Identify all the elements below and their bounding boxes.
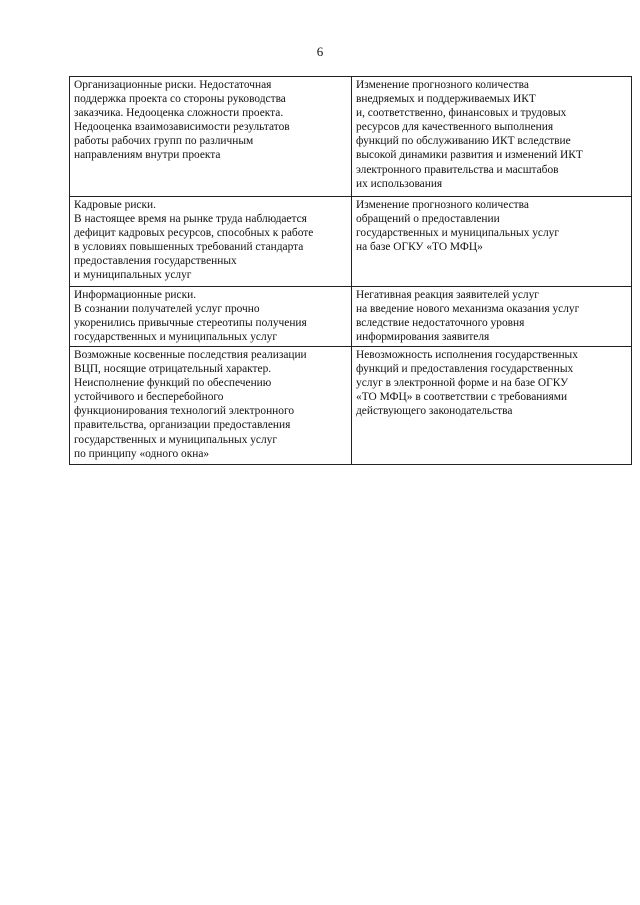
risk-text-line: направлениям внутри проекта xyxy=(74,149,221,162)
consequence-text-line: электронного правительства и масштабов xyxy=(356,163,559,176)
table-row xyxy=(70,347,632,465)
risk-text-line: Кадровые риски. xyxy=(74,199,156,211)
consequence-cell xyxy=(352,347,632,465)
consequence-text-line: Изменение прогнозного количества xyxy=(356,79,529,91)
consequence-text-line: на введение нового механизма оказания услуг xyxy=(356,303,580,316)
risk-text-line: дефицит кадровых ресурсов, способных к работе xyxy=(74,227,314,240)
risk-text-line: Организационные риски. Недостаточная xyxy=(74,79,272,91)
page-number: 6 xyxy=(316,44,324,59)
risk-cell xyxy=(70,197,352,287)
consequence-text-line: их использования xyxy=(356,177,443,190)
risk-cell xyxy=(70,347,352,465)
consequence-text-line: информирования заявителя xyxy=(356,331,490,344)
risk-text-line: в условиях повышенных требований стандарта xyxy=(74,241,304,254)
consequence-text-line: ресурсов для качественного выполнения xyxy=(356,121,554,134)
consequence-text-line: и, соответственно, финансовых и трудовых xyxy=(356,107,567,120)
risk-text-line: Недооценка взаимозависимости результатов xyxy=(74,121,290,134)
consequence-text-line: высокой динамики развития и изменений ИКТ xyxy=(356,149,583,162)
risk-text-line: поддержка проекта со стороны руководства xyxy=(74,93,286,106)
consequence-text-line: функций и предоставления государственных xyxy=(356,363,574,376)
table-row xyxy=(70,287,632,347)
risk-text-line: устойчивого и бесперебойного xyxy=(74,391,224,404)
risk-text-line: государственных и муниципальных услуг xyxy=(74,331,278,344)
consequence-text-line: услуг в электронной форме и на базе ОГКУ xyxy=(356,377,569,390)
table-row xyxy=(70,197,632,287)
risk-text-line: заказчика. Недооценка сложности проекта. xyxy=(74,107,284,120)
consequence-cell xyxy=(352,287,632,347)
consequence-text-line: внедряемых и поддерживаемых ИКТ xyxy=(356,93,536,106)
risk-text-line: ВЦП, носящие отрицательный характер. xyxy=(74,363,272,376)
risk-text-line: В сознании получателей услуг прочно xyxy=(74,303,260,316)
risk-cell xyxy=(70,287,352,347)
consequence-text-line: вследствие недостаточного уровня xyxy=(356,317,525,330)
consequence-text-line: государственных и муниципальных услуг xyxy=(356,227,560,240)
consequence-cell xyxy=(352,197,632,287)
risk-text-line: укоренились привычные стереотипы получения xyxy=(74,317,307,330)
consequence-text-line: действующего законодательства xyxy=(356,405,513,418)
risk-text-line: работы рабочих групп по различным xyxy=(74,135,254,148)
consequence-text-line: функций по обслуживанию ИКТ вследствие xyxy=(356,135,571,148)
consequence-text-line: Негативная реакция заявителей услуг xyxy=(356,289,539,301)
table-row xyxy=(70,77,632,197)
consequence-text-line: «ТО МФЦ» в соответствии с требованиями xyxy=(356,391,568,404)
consequence-text-line: на базе ОГКУ «ТО МФЦ» xyxy=(356,241,483,254)
risk-text-line: Информационные риски. xyxy=(74,289,197,301)
risk-text-line: функционирования технологий электронного xyxy=(74,405,295,418)
risk-table xyxy=(69,76,632,465)
risk-text-line: и муниципальных услуг xyxy=(74,269,192,282)
risk-text-line: Неисполнение функций по обеспечению xyxy=(74,377,272,390)
risk-text-line: по принципу «одного окна» xyxy=(74,447,210,460)
risk-text-line: правительства, организации предоставления xyxy=(74,419,291,432)
consequence-cell xyxy=(352,77,632,197)
consequence-text-line: обращений о предоставлении xyxy=(356,213,500,226)
risk-text-line: В настоящее время на рынке труда наблюдается xyxy=(74,213,307,226)
risk-text-line: Возможные косвенные последствия реализации xyxy=(74,349,307,361)
risk-cell xyxy=(70,77,352,197)
consequence-text-line: Невозможность исполнения государственных xyxy=(356,349,578,361)
risk-text-line: государственных и муниципальных услуг xyxy=(74,433,278,446)
risk-text-line: предоставления государственных xyxy=(74,255,237,268)
consequence-text-line: Изменение прогнозного количества xyxy=(356,199,529,211)
